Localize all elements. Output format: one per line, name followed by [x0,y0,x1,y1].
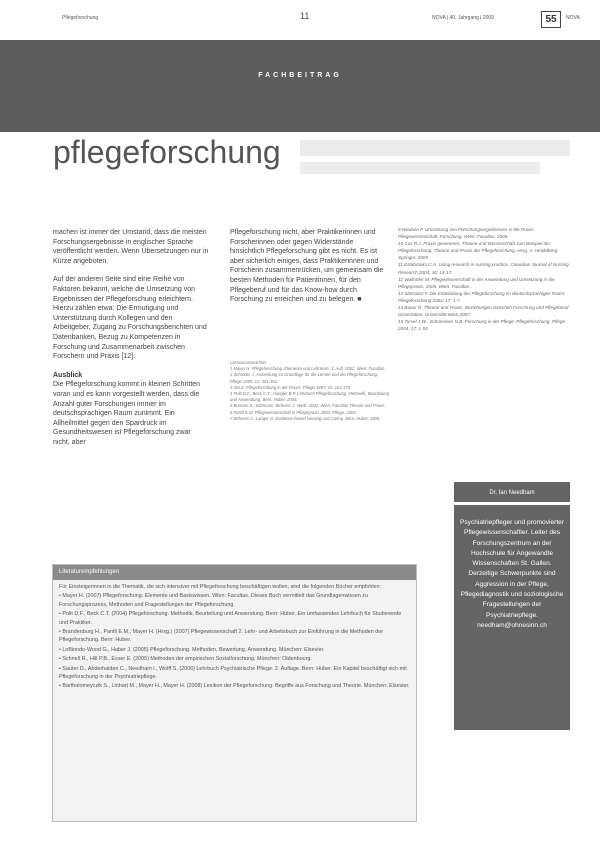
column-2 [230,228,388,314]
author-name: Dr. Ian Needham [489,490,535,496]
header-band [0,40,600,132]
literature-item: • LoBiondo-Wood G., Haber J. (2005) Pflegeforschung. Methoden, Bewertung, Anwendung. München: Elsevier. [59,646,325,653]
section-heading: Ausblick [53,371,83,379]
reference-item: 7 Behrens J., Langer G. Evidence-based Nursing und Caring. Bern: Huber, 2006. [230,415,381,421]
faint-subtitle-strip [300,140,570,156]
literature-box [52,564,417,822]
reference-item: 11 Estabrooks C.A. Using research in nursing practice. Canadian Journal of Nursing Research 2004; 36: 14-17. [398,262,569,275]
section-label: FACHBEITRAG [258,72,342,79]
reference-item: 9 Nieuben F. Umsetzung von Forschungsergebnissen in die Praxis. Pflegewissenschaft. Forschung. Wien: Facultas, 2006. [398,227,535,240]
literature-item: • Schnell R., Hill P.B., Esser E. (2005) Methoden der empirischen Sozialforschung. München: Oldenbourg. [59,656,312,663]
literature-item: • Sauter D., Abderhalden C., Needham I., Wolff S. (2006) Lehrbuch Psychiatrische Pflege. 2. Auflage. Bern: Huber. Ein Kapitel beschäftigt sich mit Pflegeforschung in der Psychiatriepflege. [59,665,407,681]
literature-box-title: Literaturempfehlungen [53,565,416,580]
literature-item: • Polit D.F., Beck C.T. (2004) Pflegeforschung. Methodik, Beurteilung und Anwendung. Bern: Huber. Ein umfassendes Lehrbuch für Studierende und Praktiker. [59,611,402,626]
end-mark: ■ [357,296,362,304]
literature-item-text: Mayer H. (2007) Pflegeforschung. Elemente und Basiswissen. Wien: Facultas. Dieses Buch vermittelt das Grundlagenwissen zu Forschungsprozess, Methoden und Fragestellungen der Pflegeforschung. [59,593,369,608]
running-header-left: Pflegeforschung [62,15,99,21]
reference-item: Literaturverzeichnis [230,360,267,365]
reference-item: 2 Schröder J. Anmerkung zu Grundlage für die Lernen und die Pflegeforschung. Pflege 1999; 12: 351-362. [230,372,379,384]
running-header-edge: NOVA [566,15,580,21]
reference-item: 15 Tiesel J.W., Schmeisser N.B. Forschung in der Pflege. Pflegeforschung. Pflege 2004; 17: 1-55. [398,319,566,332]
journal-logo: 55 [541,11,561,28]
literature-item-text: LoBiondo-Wood G., Haber J. (2005) Pflegeforschung. Methoden, Bewertung, Anwendung. München: Elsevier. [62,646,325,653]
reference-list [230,360,390,422]
literature-item: • Bartholomeyczik S., Linhart M., Mayer H., Mayer H. (2008) Lexikon der Pflegeforschung. Begriffe aus Forschung und Theorie. München: Elsevier. [59,683,410,690]
paragraph: machen ist immer der Umstand, dass die meisten Forschungsergebnisse in englischer Sprache veröffentlicht werden. Wenn Übersetzungen nur in Kürze angeboten. [53,229,209,265]
faint-subtitle-strip [300,162,540,174]
reference-item: 3 Abt-Z. Pflegeforschung in der Praxis. Pflege 1997; 10: 163-170. [230,384,352,390]
literature-item-text: Sauter D., Abderhalden C., Needham I., Wolff S. (2006) Lehrbuch Psychiatrische Pflege. 2. Auflage. Bern: Huber. Ein Kapitel beschäftigt sich mit Pflegeforschung in der Psychiatriepflege. [59,665,407,681]
reference-item: 13 Sitzmann F. Die Entwicklung der Pflegeforschung im deutschsprachigen Raum. Pflegeforschung 2004; 17: 1-7. [398,290,566,303]
page-title: pflegeforschung [53,134,281,170]
reference-item: 10 Cox R.J. Praxis generieren, Theorie und Wissenschaft zum Beispiel der Pflegeforschung. Theorie und Praxis der Pflegeforschung. Hrsg. A. Heidelberg: Springer, 2005. [398,241,559,261]
running-header-right: NOVA | 40. Jahrgang | 2009 [432,15,494,21]
literature-item-text: Brandenburg H., Panfil E.M., Mayer H. (Hrsg.) (2007) Pflegewissenschaft 2. Lehr- und Arbeitsbuch zur Einführung in die Methoden der Pflegeforschung. Bern: Huber. [59,629,383,644]
literature-intro: Für Einsteigerinnen in die Thematik, die sich intensiver mit Pflegeforschung beschäftigen wollen, sind die folgenden Bücher empfohlen: [59,584,382,590]
reference-item: 5 Brenner S., Kitzmann, Behrens J. Weiß, 2003, Wien: Facultas Theorie und Praxis. [230,403,386,409]
reference-item: 12 Wallnöfer M. Pflegewissenschaft in der Anwendung und Umsetzung in die Pflegepraxis, 2005. Wien: Facultas. [398,276,555,289]
reference-list-right [398,226,570,332]
paragraph [230,228,388,305]
paragraph: Auf der anderen Seite sind eine Reihe von Faktoren bekannt, welche die Umsetzung von Ergebnissen der Pflegeforschung erleichtern. Hierzu zählen etwa: Die Ermutigung und Unterstützung durch Kollegen und den Arbeitgeber, Zugang zu Forschungsberichten und Datenbanken, Bezug zu Kompetenzen in Forschung und Zusammenarbeit zwischen Forschern und Praxis [12]. [53,276,207,361]
paragraph: Die Pflegeforschung kommt in kleinen Schritten voran und es kann vorgestellt werden, dass die Anzahl guter Forschungen immer im deutschsprachigen Raum zunimmt. Ein Allheilmittel gegen den Spardruck im Gesundheitswesen ist Pflegeforschung zwar nicht, aber [53,381,201,446]
literature-item-text: Schnell R., Hill P.B., Esser E. (2005) Methoden der empirischen Sozialforschung. München: Oldenbourg. [62,656,312,663]
literature-item-text: Bartholomeyczik S., Linhart M., Mayer H., Mayer H. (2008) Lexikon der Pflegeforschung. Begriffe aus Forschung und Theorie. München: Elsevier. [62,683,410,690]
reference-item: 4 Polit D.F., Beck C.T., Hungler B.P. Lehrbuch Pflegeforschung. Methodik, Beurteilung und Anwendung. Bern: Huber, 2004. [230,391,389,403]
reference-item: 14 Bauer R. Theorie und Praxis. Beziehungen zwischen Forschung und Pflegeberuf. Dissertation, Universität Wien 2007. [398,305,570,318]
page-number: 11 [300,11,310,21]
literature-item: • Brandenburg H., Panfil E.M., Mayer H. (Hrsg.) (2007) Pflegewissenschaft 2. Lehr- und Arbeitsbuch zur Einführung in die Methoden der Pflegeforschung. Bern: Huber. [59,629,383,644]
author-box [454,482,570,730]
literature-item-text: Polit D.F., Beck C.T. (2004) Pflegeforschung. Methodik, Beurteilung und Anwendung. Bern: Huber. Ein umfassendes Lehrbuch für Studierende und Praktiker. [59,611,402,626]
literature-box-body [59,583,411,692]
column-1 [53,228,209,456]
reference-item: 6 Panfil E.M. Pflegewissenschaft in Pflegepraxis 2003, Pflege, 2004. [230,409,357,415]
author-bio: Psychiatriepfleger und promovierter Pflegewissenschaftler. Leiter des Forschungszentrum an der Hochschule für Angewandte Wissenschaften St. Gallen. Derzeitige Schwerpunkte sind Aggression in der Pflege, Pflegediagnostik und soziologische Fragestellungen der Psychiatriepflege. needham@ohnesinn.ch [459,519,565,629]
reference-item: 1 Mayer H. Pflegeforschung. Elemente und Lehrtexte. 3. Aufl. 2002, Wien: Facultas. [230,366,386,372]
paragraph-text: Pflegeforschung nicht, aber Praktikerinnen und Forscherinnen oder gegen Widerstände hinsichtlich Pflegeforschung gibt es nicht. Es ist aber sicherlich einiges, dass Praktikerinnen und Forscherin zusammenrücken, um gemeinsam die besten Methoden für Patientinnen, für den Pflegeberuf und für das Know-how durch Forschung zu erreichen und zu belegen. [230,229,384,304]
literature-item: • Mayer H. (2007) Pflegeforschung. Elemente und Basiswissen. Wien: Facultas. Dieses Buch vermittelt das Grundlagenwissen zu Forschungsprozess, Methoden und Fragestellungen der Pflegeforschung. [59,593,369,608]
author-divider [454,502,570,505]
